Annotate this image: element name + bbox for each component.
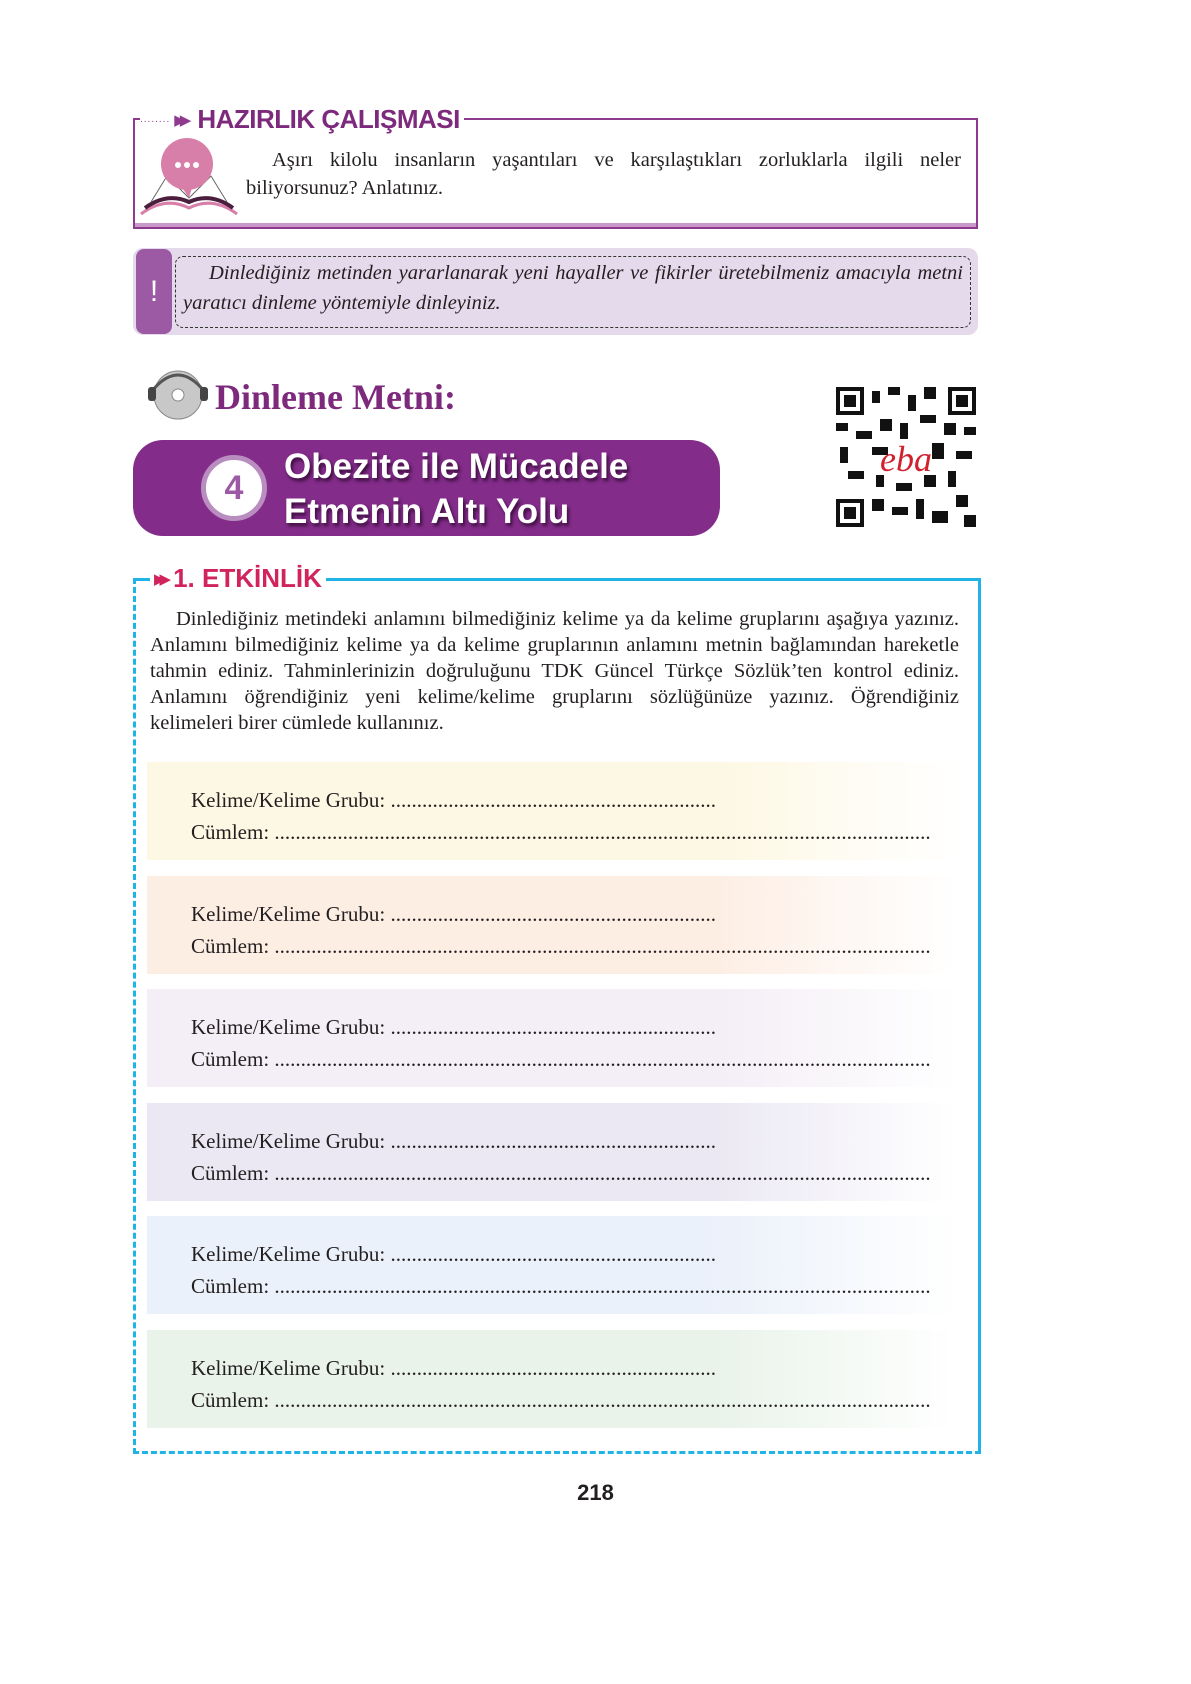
page-number: 218 [577, 1480, 614, 1505]
vocabulary-row[interactable] [147, 989, 957, 1087]
vocabulary-row[interactable] [147, 1103, 957, 1201]
sentence-field[interactable]: Cümlem: ............................................................................................................................. [191, 1387, 931, 1412]
vocabulary-row[interactable] [147, 876, 957, 974]
headphones-cd-icon [146, 365, 208, 421]
activity-instructions: Dinlediğiniz metindeki anlamını bilmediğiniz kelime ya da kelime gruplarını aşağıya yazınız. Anlamını bilmediğiniz kelime ya da kelime gruplarının anlamını metnin bağlamından hareketle tahmin ediniz. Tahminlerinizin doğruluğunu TDK Güncel Türkçe Sözlük’ten kontrol ediniz. Anlamını öğrendiğiniz yeni kelime/kelime gruplarını sözlüğünüze yazınız. Öğrendiğiniz kelimeleri birer cümlede kullanınız. [150, 608, 959, 734]
qr-code[interactable] [836, 387, 976, 527]
double-arrow-icon: ▶▶ [154, 570, 166, 588]
text-number-badge: 4 [201, 455, 267, 521]
sentence-field[interactable]: Cümlem: ............................................................................................................................. [191, 1274, 931, 1298]
word-field[interactable]: Kelime/Kelime Grubu: .............................................................. [191, 1128, 716, 1153]
note-text: Dinlediğiniz metinden yararlanarak yeni hayaller ve fikirler üretebilmeniz amacıyla metni yaratıcı dinleme yöntemiyle dinleyiniz. [183, 262, 963, 314]
preparation-header [140, 104, 464, 135]
vocabulary-row[interactable] [147, 1216, 957, 1314]
listening-title [284, 444, 628, 534]
word-field[interactable]: Kelime/Kelime Grubu: .............................................................. [191, 1242, 716, 1266]
speech-book-icon [137, 136, 241, 220]
word-field[interactable]: Kelime/Kelime Grubu: .............................................................. [191, 1015, 716, 1039]
word-field[interactable]: Kelime/Kelime Grubu: .............................................................. [191, 788, 716, 812]
word-field[interactable]: Kelime/Kelime Grubu: .............................................................. [191, 1355, 716, 1380]
vocabulary-row[interactable] [147, 762, 957, 860]
sentence-field[interactable]: Cümlem: ............................................................................................................................. [191, 1160, 931, 1185]
sentence-field[interactable]: Cümlem: ............................................................................................................................. [191, 820, 931, 844]
activity-header [150, 563, 326, 594]
preparation-text: Aşırı kilolu insanların yaşantıları ve karşılaştıkları zorluklarla ilgili neler biliyorsunuz? Anlatınız. [246, 149, 961, 199]
word-field[interactable]: Kelime/Kelime Grubu: .............................................................. [191, 901, 716, 926]
activity-title: 1. ETKİNLİK [173, 563, 322, 593]
sentence-field[interactable]: Cümlem: ............................................................................................................................. [191, 1047, 931, 1071]
exclamation-icon: ! [136, 249, 172, 334]
listening-heading: Dinleme Metni: [215, 377, 456, 417]
double-arrow-icon: ▶▶ [174, 111, 186, 129]
preparation-title: HAZIRLIK ÇALIŞMASI [197, 104, 460, 134]
dots-decoration: ........ [140, 114, 171, 125]
eba-logo: eba [880, 439, 932, 479]
title-line-1: Obezite ile Mücadele [284, 447, 629, 486]
vocabulary-row[interactable] [147, 1330, 957, 1428]
sentence-field[interactable]: Cümlem: ............................................................................................................................. [191, 933, 931, 958]
title-line-2: Etmenin Altı Yolu [284, 492, 570, 531]
